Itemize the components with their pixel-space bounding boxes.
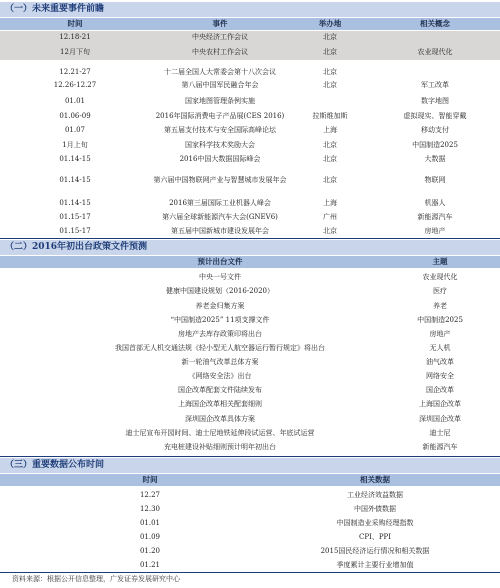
- row-topic: 农业现代化: [422, 273, 458, 281]
- row-concept: 新能源汽车: [417, 212, 453, 221]
- row-concept: 房地产: [424, 226, 446, 235]
- section1-col-place: 举办地: [318, 19, 342, 28]
- row-time: 01.01: [139, 519, 161, 527]
- section1-row: [0, 139, 500, 150]
- row-time: 12.26-12.27: [53, 80, 97, 89]
- row-time: 01.14-15: [59, 198, 91, 207]
- section1-header-row: [0, 18, 500, 30]
- section3-row: [0, 545, 500, 557]
- section2-row: [0, 300, 500, 312]
- row-place: 上海: [323, 198, 337, 207]
- row-data: 中国制造业采购经理指数: [336, 519, 414, 527]
- row-doc: 房地产去库存政策印将出台: [178, 330, 262, 338]
- row-time: 01.09: [139, 533, 161, 541]
- row-topic: 上海国企改革: [419, 400, 461, 408]
- row-concept: 数字地图: [421, 96, 449, 105]
- row-time: 01.01: [64, 96, 86, 105]
- row-place: 北京: [323, 226, 337, 235]
- row-doc: 迪士尼宣布开园时间、迪士尼地铁延伸段试运营、年底试运营: [125, 429, 315, 437]
- section1-row: [0, 66, 500, 77]
- source-footnote: 资料来源：根据公开信息整理，广发证券发展研究中心: [12, 575, 180, 583]
- row-topic: 油气改革: [426, 358, 454, 366]
- section2-bottom-rule: [0, 456, 500, 457]
- section1-row: [0, 211, 500, 222]
- section2-col-doc: 预计出台文件: [197, 257, 243, 266]
- row-topic: 养老: [433, 302, 447, 310]
- section1-row: [0, 167, 500, 193]
- row-event: 第五届中国新城市建设发展年会: [171, 226, 269, 235]
- row-place: 广州: [323, 212, 337, 221]
- section2-row: [0, 441, 500, 453]
- row-concept: 物联网: [424, 176, 446, 184]
- row-doc: 养老金归集方案: [195, 302, 245, 310]
- section1-row: [0, 153, 500, 164]
- section2-row: [0, 271, 500, 283]
- row-concept: [380, 31, 490, 43]
- row-place: 北京: [323, 80, 337, 89]
- row-time: 01.20: [139, 547, 161, 555]
- section1-row: [0, 31, 500, 43]
- section1-col-event: 事件: [212, 19, 228, 28]
- section3-row: [0, 517, 500, 529]
- section3-row: [0, 559, 500, 571]
- row-topic: 新能源汽车: [422, 443, 458, 451]
- section1-col-time: 时间: [67, 19, 83, 28]
- row-data: CPI、PPI: [358, 533, 392, 541]
- section3-col-time: 时间: [142, 475, 158, 484]
- section2-col-topic: 主题: [432, 257, 448, 266]
- row-doc: 国企改革配套文件陆续发布: [178, 386, 262, 394]
- row-event: 国家科学技术奖励大会: [185, 140, 255, 149]
- row-time: 12.27: [139, 491, 161, 499]
- row-place: [290, 95, 370, 106]
- row-topic: 网络安全: [426, 372, 454, 380]
- row-event: 第八届中国军民融合年会: [181, 80, 259, 89]
- section1-bottom-rule: [0, 238, 500, 239]
- section1-row: [0, 197, 500, 208]
- section2-row: [0, 342, 500, 354]
- section2-row: [0, 356, 500, 368]
- row-time: 12.21-27: [59, 67, 91, 76]
- row-time: 12.30: [139, 505, 161, 513]
- row-data: 2015国民经济运行情况和相关数据: [320, 547, 430, 555]
- row-place: 北京: [323, 176, 337, 184]
- row-place: 北京: [323, 47, 337, 56]
- row-doc: 充电桩建设补贴细则预计明年初出台: [164, 443, 276, 451]
- section1-row: [0, 43, 500, 60]
- row-time: 01.14-15: [59, 176, 91, 184]
- row-concept: [380, 66, 490, 77]
- section1-col-concept: 相关概念: [420, 19, 450, 28]
- row-topic: 医疗: [433, 287, 447, 295]
- row-doc: 我国首部无人机交通法规《轻小型无人航空器运行暂行规定》将出台: [115, 344, 325, 352]
- row-doc: 《网络安全法》出台: [188, 372, 252, 380]
- row-concept: 军工改革: [421, 80, 449, 89]
- section1-row: [0, 95, 500, 106]
- row-doc: 健康中国建设规划（2016-2020）: [166, 287, 274, 295]
- section2-row: [0, 398, 500, 410]
- section3-row: [0, 503, 500, 515]
- section2-title: （二）2016年初出台政策文件预测: [0, 240, 500, 255]
- row-doc: 深圳国企改革具体方案: [185, 415, 255, 423]
- row-time: 01.21: [139, 561, 161, 569]
- row-topic: 房地产: [429, 330, 451, 338]
- row-data: 工业经济效益数据: [347, 491, 403, 499]
- row-event: 十二届全国人大常委会第十八次会议: [164, 67, 276, 76]
- row-topic: 迪士尼: [429, 429, 451, 437]
- row-place: 北京: [323, 67, 337, 76]
- row-event: 2016年国际消费电子产品展(CES 2016): [155, 111, 285, 120]
- row-time: 1月上旬: [62, 140, 88, 149]
- row-event: 第六届中国物联网产业与智慧城市发展年会: [153, 175, 287, 184]
- row-time: 01.07: [64, 125, 86, 134]
- row-event: 第五届支付技术与安全国际高峰论坛: [164, 125, 276, 134]
- row-event: 2016第三届国际工业机器人峰会: [169, 198, 271, 207]
- row-concept: 农业现代化: [417, 47, 453, 56]
- row-place: 北京: [323, 33, 337, 41]
- section2-header-row: [0, 256, 500, 268]
- row-time: 12月下旬: [60, 47, 90, 56]
- section3-header-row: [0, 474, 500, 486]
- row-doc: 中央一号文件: [199, 273, 241, 281]
- section3-title: （三）重要数据公布时间: [0, 458, 500, 473]
- row-place: 北京: [323, 140, 337, 149]
- row-event: 2016中国大数据国际峰会: [179, 154, 261, 163]
- row-time: 01.15-17: [59, 226, 91, 235]
- section1-row: [0, 79, 500, 90]
- row-concept: 中国制造2025: [412, 140, 458, 149]
- row-data: 中国外债数据: [354, 505, 396, 513]
- section2-row: [0, 413, 500, 425]
- section3-row: [0, 531, 500, 543]
- row-doc: 上海国企改革相关配套细则: [178, 400, 262, 408]
- section3-bottom-rule: [0, 572, 500, 573]
- section1-row: [0, 225, 500, 236]
- section2-row: [0, 370, 500, 382]
- row-doc: 新一轮油气改革总体方案: [181, 358, 259, 366]
- row-topic: 中国制造2025: [417, 316, 463, 324]
- row-event: 中央农村工作会议: [192, 47, 248, 56]
- section3-col-data: 相关数据: [360, 475, 390, 484]
- row-event: 第六届全球新能源汽车大会(GNEV6): [162, 212, 278, 221]
- row-time: 01.06-09: [59, 111, 91, 120]
- row-time: 01.15-17: [59, 212, 91, 221]
- row-time: 01.14-15: [59, 154, 91, 163]
- row-concept: 大数据: [424, 154, 446, 163]
- row-time: 12.18-21: [59, 33, 91, 41]
- row-event: 国家地图管理条例实施: [185, 96, 255, 105]
- section2-row: [0, 328, 500, 340]
- section3-row: [0, 489, 500, 501]
- section1-row: [0, 110, 500, 121]
- section2-row: [0, 285, 500, 297]
- row-concept: 虚拟现实、智能穿戴: [403, 111, 467, 120]
- row-place: 拉斯维加斯: [312, 111, 348, 120]
- section1-row: [0, 124, 500, 135]
- section2-row: [0, 384, 500, 396]
- section2-row: [0, 427, 500, 439]
- row-concept: 机器人: [424, 198, 446, 207]
- row-place: 北京: [323, 154, 337, 163]
- section2-row: [0, 314, 500, 326]
- row-concept: 移动支付: [421, 125, 449, 134]
- section1-title: （一）未来重要事件前瞻: [0, 2, 500, 17]
- row-topic: 深圳国企改革: [419, 415, 461, 423]
- row-topic: 国企改革: [426, 386, 454, 394]
- row-event: 中央经济工作会议: [192, 33, 248, 41]
- row-data: 季度累计主要行业增加值: [336, 561, 414, 569]
- row-topic: 无人机: [429, 344, 451, 352]
- row-doc: “中国制造2025” 11项支撑文件: [170, 316, 270, 324]
- row-place: 上海: [323, 125, 337, 134]
